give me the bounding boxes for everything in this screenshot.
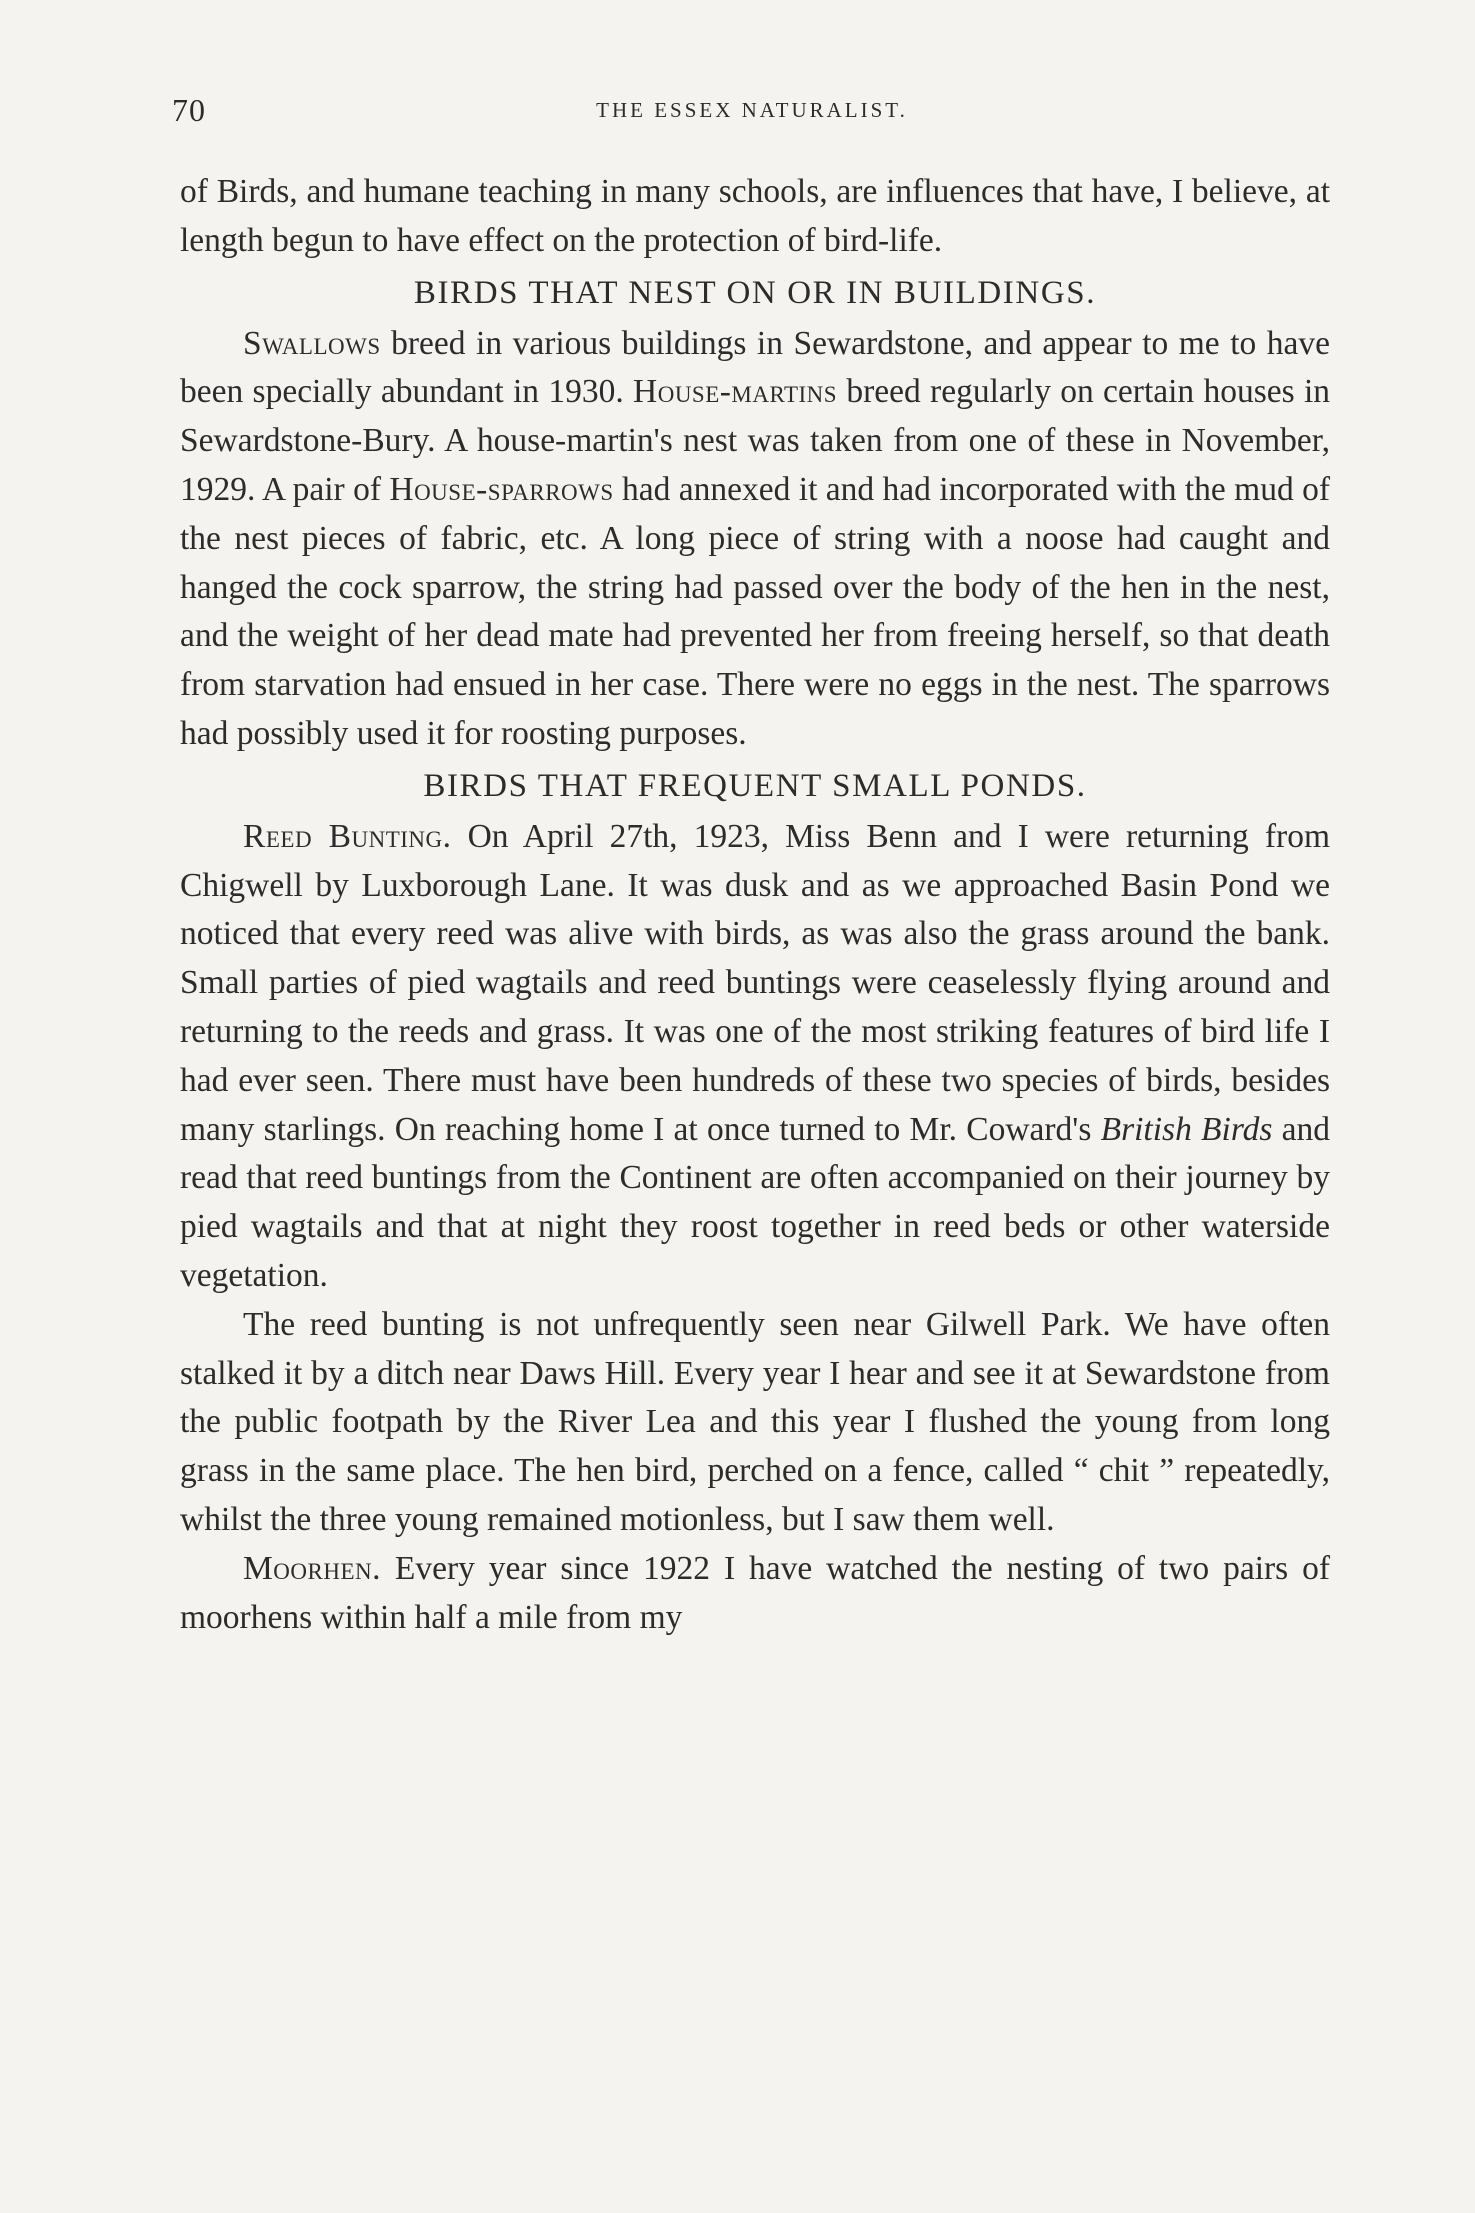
article-body xyxy=(180,168,1330,1642)
species-term-reed-bunting: Reed Bunting. xyxy=(243,817,452,855)
paragraph-reed-bunting-gilwell: The reed bunting is not unfrequently seen near Gilwell Park. We have often stalked it by a ditch near Daws Hill. Every year I hear and see it at Sewardstone from the public footpath by the River Lea and this year I flushed the young from long grass in the same place. The hen bird, perched on a fence, called “ chit ” repeatedly, whilst the three young remained motionless, but I saw them well. xyxy=(180,1305,1330,1538)
section-heading-buildings: BIRDS THAT NEST ON OR IN BUILDINGS. xyxy=(413,274,1097,311)
paragraph-moorhen xyxy=(180,1545,1330,1643)
running-head xyxy=(172,92,1332,132)
journal-title: THE ESSEX NATURALIST. xyxy=(596,98,908,122)
species-term-house-martins: House-martins xyxy=(633,373,838,411)
paragraph-text: breed in various buildings in Sewardstone, and appear to me to have been specially abundant in 1930. xyxy=(180,324,1330,411)
paragraph-text: had annexed it and had incorporated with the mud of the nest pieces of fabric, etc. A long piece of string with a noose had caught and hanged the cock sparrow, the string had passed over the body of the hen in the nest, and the weight of her dead mate had prevented her from freeing herself, so that death from starvation had ensued in her case. There were no eggs in the nest. The sparrows had possibly used it for roosting purposes. xyxy=(180,470,1331,752)
paragraph-continuation: of Birds, and humane teaching in many schools, are influences that have, I believe, at length begun to have effect on the protection of bird-life. xyxy=(180,173,1330,259)
species-term-moorhen: Moorhen. xyxy=(243,1549,381,1587)
paragraph-text: On April 27th, 1923, Miss Benn and I were returning from Chigwell by Luxborough Lane. It was dusk and as we approached Basin Pond we noticed that every reed was alive with birds, as was also the grass around the bank. Small parties of pied wagtails and reed buntings were ceaselessly flying around and returning to the reeds and grass. It was one of the most striking features of bird life I had ever seen. There must have been hundreds of these two species of birds, besides many starlings. On reaching home I at once turned to Mr. Coward's xyxy=(180,817,1330,1148)
paragraph-text: Every year since 1922 I have watched the nesting of two pairs of moorhens within half a mile from my xyxy=(180,1549,1330,1636)
species-term-house-sparrows: House-sparrows xyxy=(389,470,614,508)
section-heading-ponds: BIRDS THAT FREQUENT SMALL PONDS. xyxy=(423,767,1087,804)
paragraph-text: and read that reed buntings from the Continent are often accompanied on their journey by pied wagtails and that at night they roost together in reed beds or other waterside vegetation. xyxy=(180,1110,1331,1294)
book-title: British Birds xyxy=(1100,1110,1273,1148)
paragraph-swallows xyxy=(180,320,1330,759)
species-term-swallows: Swallows xyxy=(243,324,381,362)
page-number: 70 xyxy=(172,92,206,128)
paragraph-text: breed regularly on certain houses in Sewardstone-Bury. A house-martin's nest was taken from one of these in November, 1929. A pair of xyxy=(180,373,1331,508)
paragraph-reed-bunting xyxy=(180,813,1330,1301)
